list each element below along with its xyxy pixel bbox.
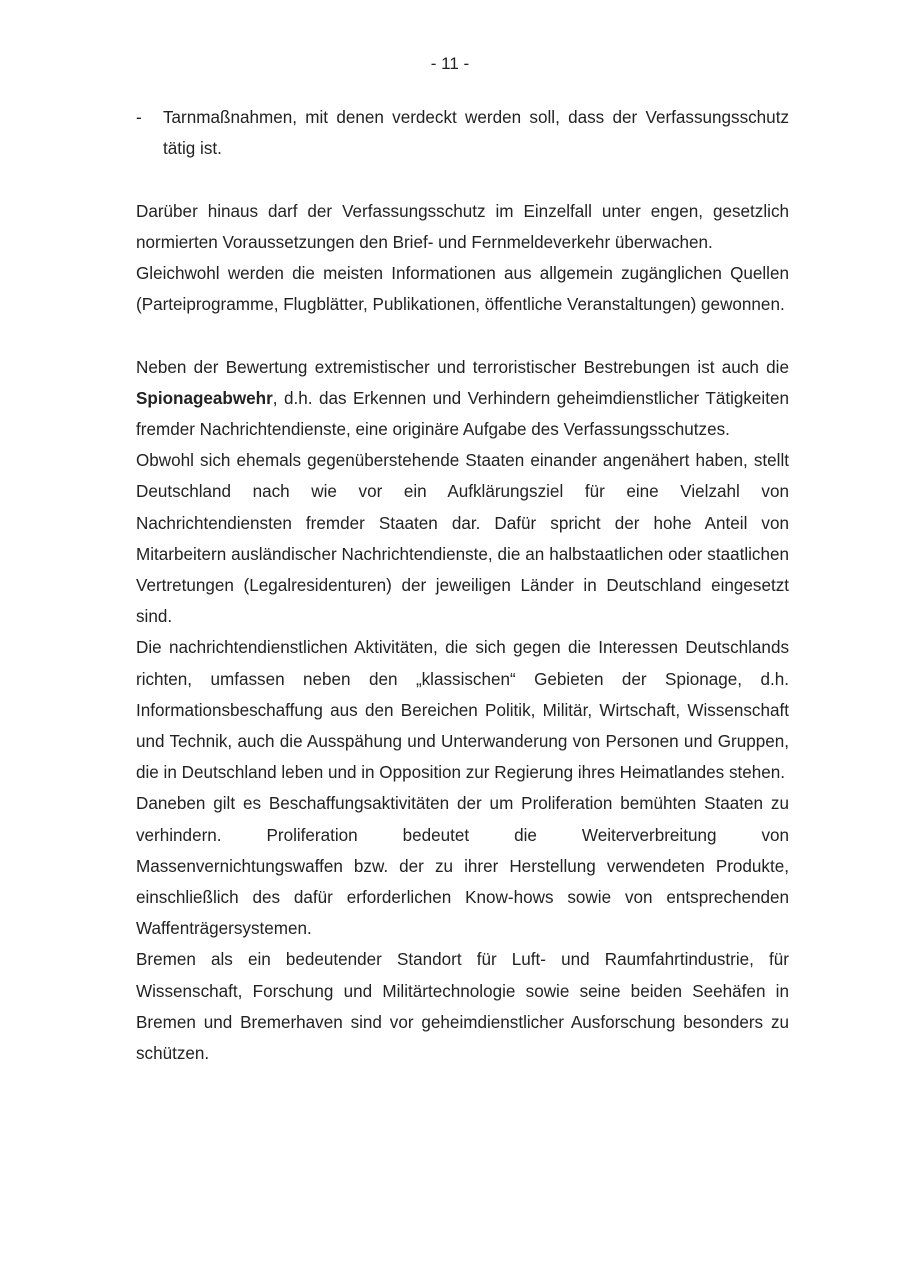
paragraph-intelligence-target: Obwohl sich ehemals gegenüberstehende Staaten einander angenähert haben, stellt Deutschland nach wie vor ein Aufklärungsziel für eine Vielzahl von Nachrichtendiensten fremder Staaten dar. Dafür spricht der hohe Anteil von Mitarbeitern ausländischer Nachrichtendienste, die an halbstaatlichen oder staatlichen Vertretungen (Legalresidenturen) der jeweiligen Länder in Deutschland eingesetzt sind. [136, 451, 789, 627]
bullet-text: Tarnmaßnahmen, mit denen verdeckt werden soll, dass der Verfassungsschutz tätig ist. [163, 108, 789, 159]
body-text [136, 102, 789, 1069]
paragraph-proliferation: Daneben gilt es Beschaffungsaktivitäten der um Proliferation bemühten Staaten zu verhindern. Proliferation bedeutet die Weiterverbreitung von Massenvernichtungswaffen bzw. der zu ihrer Herstellung verwendeten Produkte, einschließlich des dafür erforderlichen Know-hows sowie von entsprechenden Waffenträgersystemen. [136, 794, 789, 939]
paragraph-intelligence-activities: Die nachrichtendienstlichen Aktivitäten, die sich gegen die Interessen Deutschlands richten, umfassen neben den „klassischen“ Gebieten der Spionage, d.h. Informationsbeschaffung aus den Bereichen Politik, Militär, Wirtschaft, Wissenschaft und Technik, auch die Ausspähung und Unterwanderung von Personen und Gruppen, die in Deutschland leben und in Opposition zur Regierung ihres Heimatlandes stehen. [136, 638, 789, 783]
paragraph-public-sources: Gleichwohl werden die meisten Informationen aus allgemein zugänglichen Quellen (Parteiprogramme, Flugblätter, Publikationen, öffentliche Veranstaltungen) gewonnen. [136, 264, 789, 315]
counterespionage-text-before: Neben der Bewertung extremistischer und terroristischer Bestrebungen ist auch die [136, 357, 789, 377]
bullet-item [136, 102, 789, 164]
paragraph-gap [136, 320, 789, 351]
counterespionage-text-after: , d.h. das Erkennen und Verhindern geheimdienstlicher Tätigkeiten fremder Nachrichtendienste, eine originäre Aufgabe des Verfassungsschutzes. [136, 388, 789, 439]
counterespionage-term: Spionageabwehr [136, 388, 273, 408]
page-number: - 11 - [430, 54, 470, 73]
bullet-dash: - [136, 108, 142, 127]
paragraph-counterespionage [136, 352, 789, 446]
paragraph-surveillance: Darüber hinaus darf der Verfassungsschutz im Einzelfall unter engen, gesetzlich normierten Voraussetzungen den Brief- und Fernmeldeverkehr überwachen. [136, 201, 789, 252]
paragraph-gap [136, 164, 789, 195]
paragraph-bremen: Bremen als ein bedeutender Standort für Luft- und Raumfahrtindustrie, für Wissenschaft, Forschung und Militärtechnologie sowie seine beiden Seehäfen in Bremen und Bremerhaven sind vor geheimdienstlicher Ausforschung besonders zu schützen. [136, 950, 789, 1064]
